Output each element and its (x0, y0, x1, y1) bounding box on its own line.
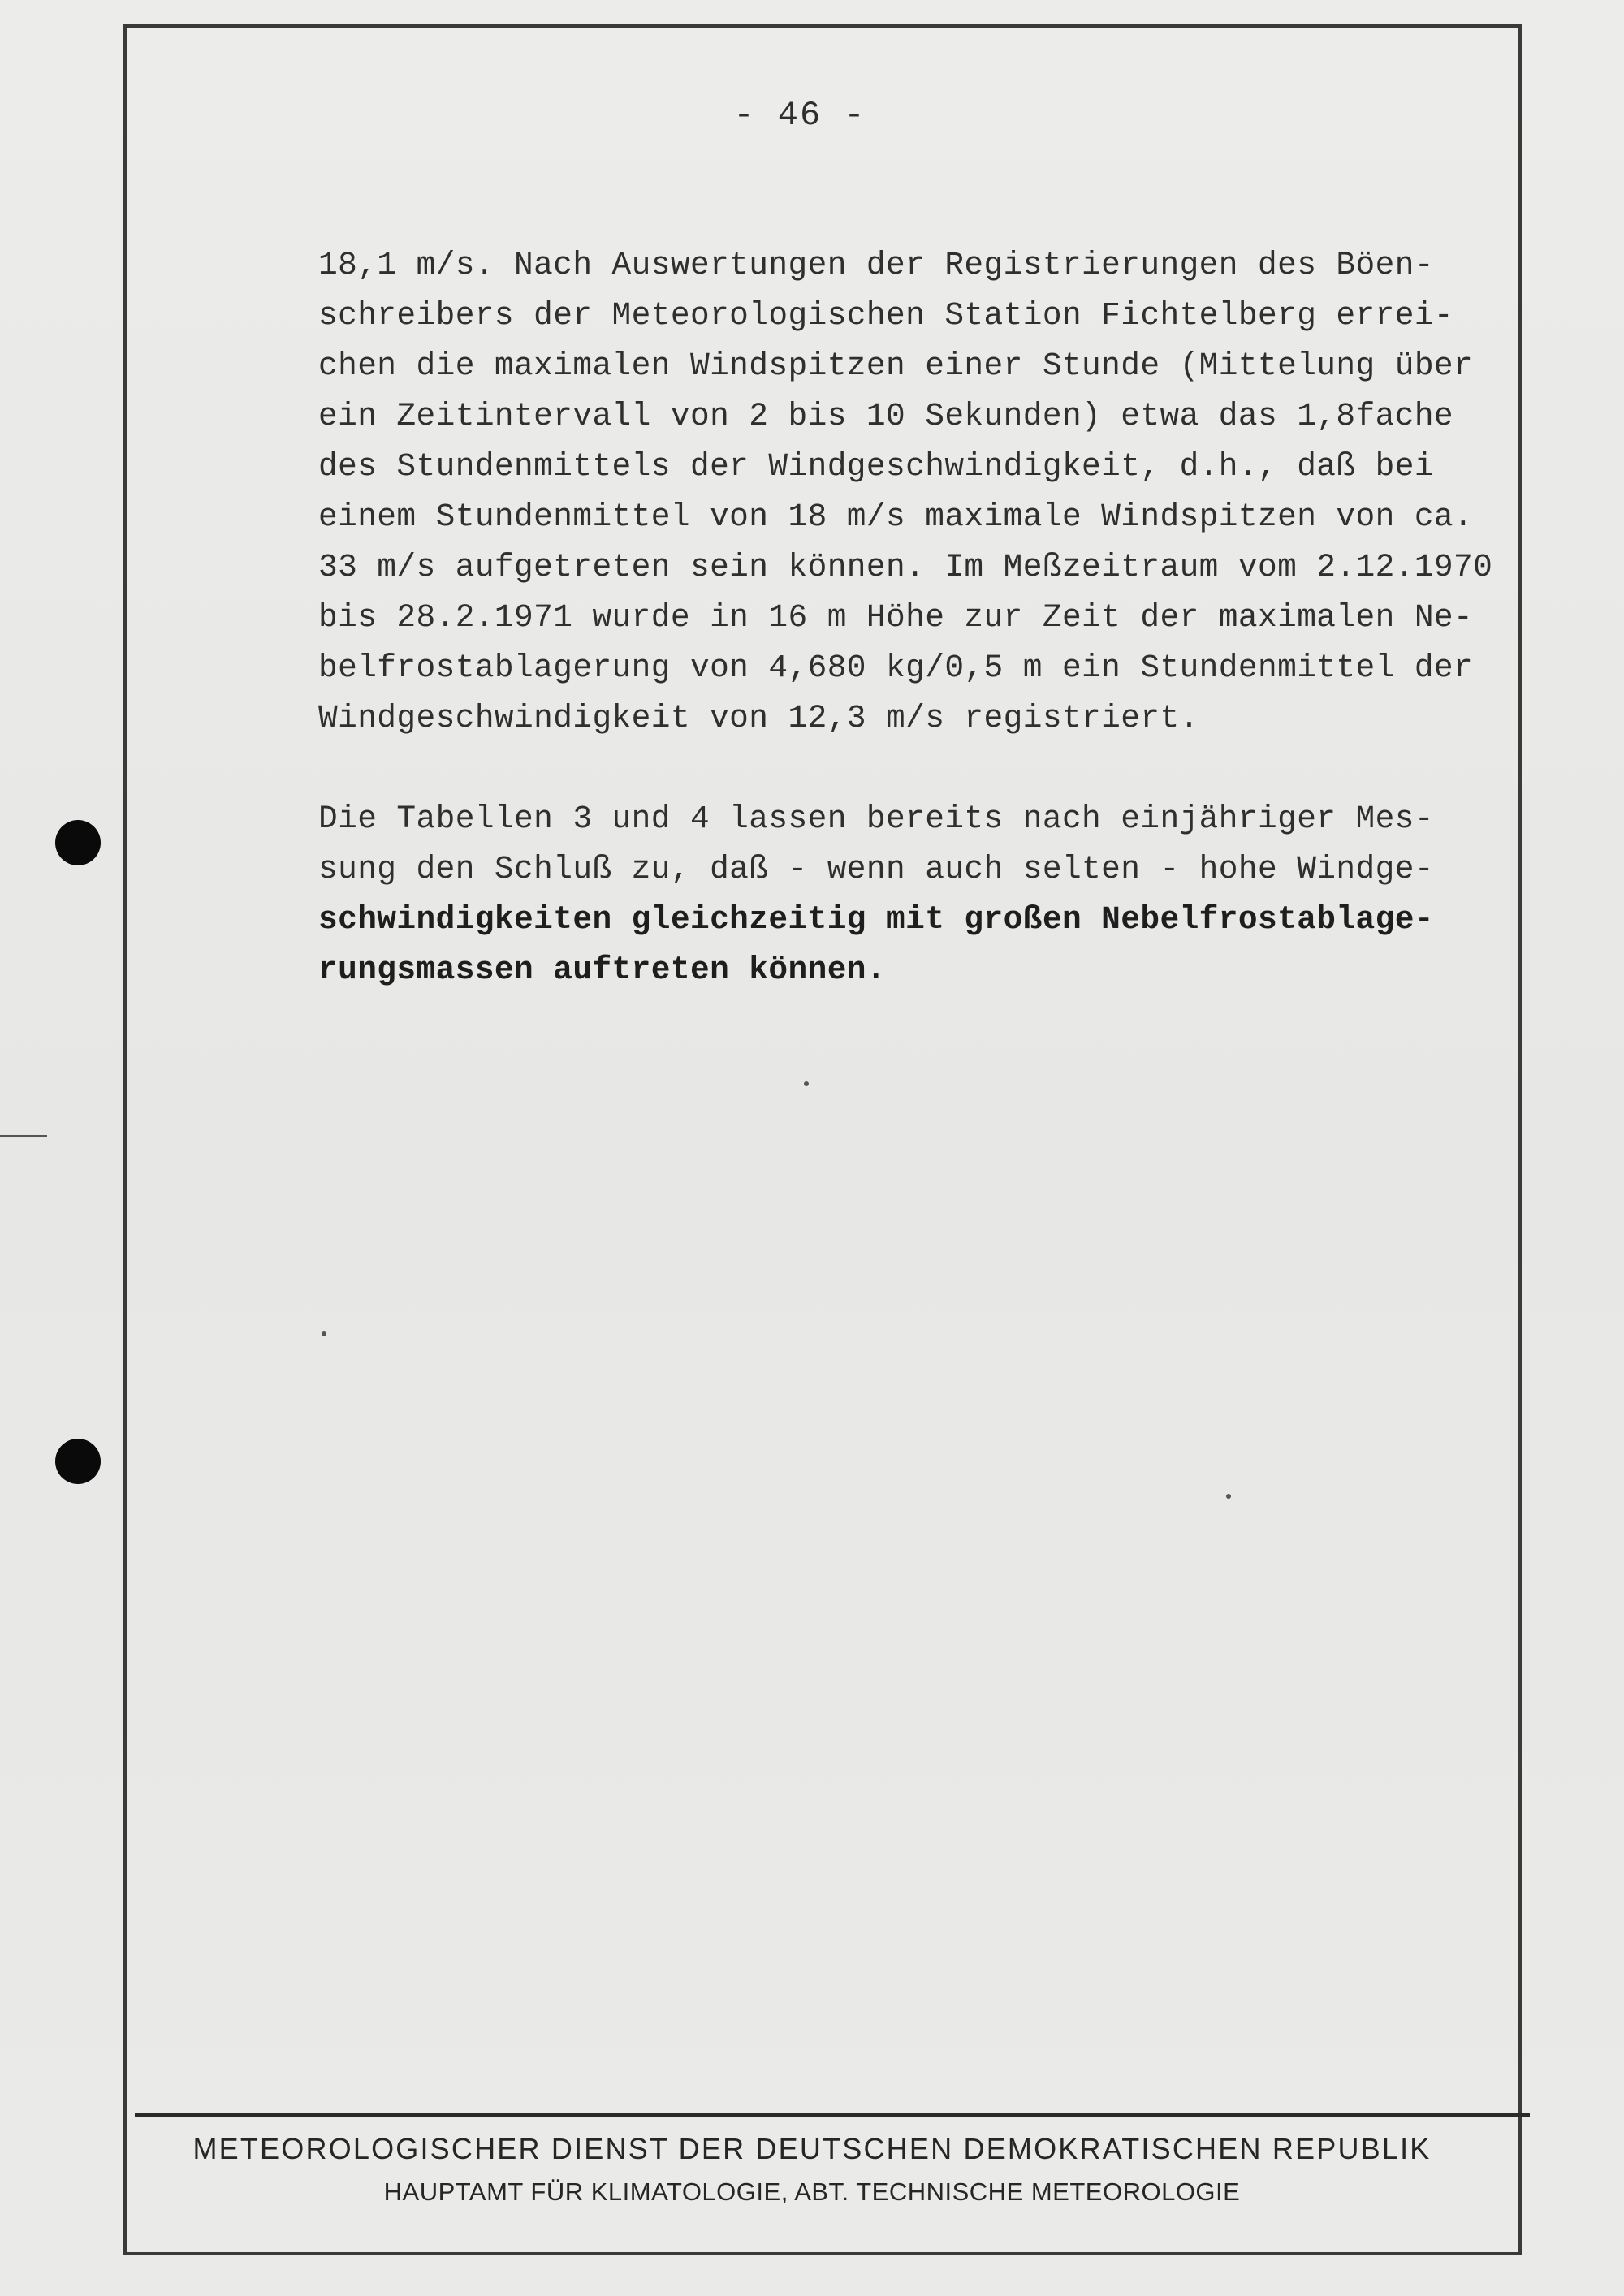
punch-hole-bottom (55, 1439, 101, 1484)
footer-divider (135, 2113, 1530, 2117)
text-line: 18,1 m/s. Nach Auswertungen der Registrierungen des Böen- (318, 247, 1434, 283)
text-line: chen die maximalen Windspitzen einer Stunde (Mittelung über (318, 347, 1474, 384)
text-line: sung den Schluß zu, daß - wenn auch selten - hohe Windge- (318, 851, 1434, 887)
footer-department: HAUPTAMT FÜR KLIMATOLOGIE, ABT. TECHNISCHE METEOROLOGIE (383, 2177, 1241, 2206)
text-line: 33 m/s aufgetreten sein können. Im Meßzeitraum vom 2.12.1970 (318, 549, 1493, 585)
text-line: Windgeschwindigkeit von 12,3 m/s registriert. (318, 700, 1199, 736)
paragraph-1 (318, 240, 1520, 744)
text-line: Die Tabellen 3 und 4 lassen bereits nach einjähriger Mes- (318, 801, 1434, 837)
paper-speck (1226, 1494, 1231, 1499)
page-number: - 46 - (733, 96, 866, 135)
paragraph-2 (318, 794, 1520, 995)
text-line: belfrostablagerung von 4,680 kg/0,5 m ein Stundenmittel der (318, 650, 1474, 686)
paper-speck (322, 1331, 326, 1336)
text-line: rungsmassen auftreten können. (318, 952, 887, 988)
paragraph-gap (318, 744, 1520, 794)
text-line: bis 28.2.1971 wurde in 16 m Höhe zur Zeit der maximalen Ne- (318, 599, 1474, 636)
text-line: einem Stundenmittel von 18 m/s maximale Windspitzen von ca. (318, 498, 1474, 535)
punch-hole-top (55, 820, 101, 865)
paper-speck (804, 1081, 809, 1086)
body-text (318, 240, 1520, 995)
text-line: des Stundenmittels der Windgeschwindigkeit, d.h., daß bei (318, 448, 1434, 485)
text-line: schwindigkeiten gleichzeitig mit großen Nebelfrostablage- (318, 901, 1434, 938)
fold-mark (0, 1135, 47, 1137)
text-line: schreibers der Meteorologischen Station Fichtelberg errei- (318, 297, 1454, 334)
footer-institution: METEOROLOGISCHER DIENST DER DEUTSCHEN DEMOKRATISCHEN REPUBLIK (192, 2132, 1432, 2165)
text-line: ein Zeitintervall von 2 bis 10 Sekunden) etwa das 1,8fache (318, 398, 1454, 434)
